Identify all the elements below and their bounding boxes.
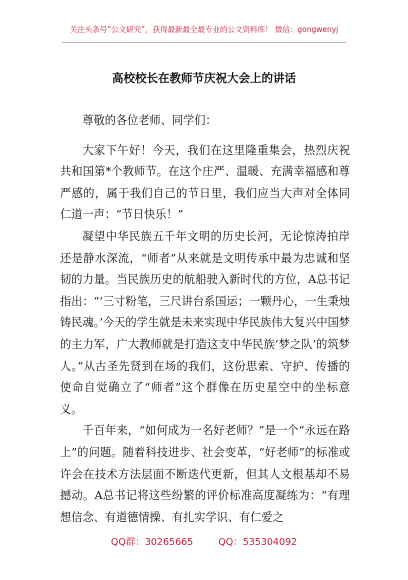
paragraph: 凝望中华民族五千年文明的历史长河，无论惊涛拍岸还是静水深流，“师者”从来就是文明传承中最为忠诚和坚韧的力量。当民族历史的航船驶入新时代的方位，A总书记指出：“‘三寸粉笔，三尺讲台系国运；一颗丹心，一生秉烛铸民魂。’今天的学生就是未来实现中华民族伟大复兴中国梦的主力军，广大教师就是打造这支中华民族‘梦之队’的筑梦人。”从古圣先贤到在场的我们，这份思索、守护、传播的使命自觉确立了“师者”这个群像在历史星空中的坐标意义。	[60, 229, 350, 416]
footer-qq-group: QQ群：30265665	[110, 537, 194, 548]
paragraph: 千百年来，“如何成为一名好老师？”是一个“永远在路上”的问题。随着科技进步、社会变革，“好老师”的标准或许会在技术方法层面不断迭代更新，但其人文根基却不易撼动。A总书记将这些纷繁的评价标准高度凝练为：“有理想信念、有道德情操、有扎实学识、有仁爱之	[60, 424, 350, 524]
footer	[0, 534, 408, 548]
footer-qq: QQ：535304092	[218, 537, 298, 548]
header-divider	[62, 42, 346, 43]
paragraph: 大家下午好！今天，我们在这里隆重集会，热烈庆祝共和国第*个教师节。在这个庄严、温暖、充满幸福感和尊严感的，属于我们自己的节日里，我们应当大声对全体同仁道一声：“节日快乐！”	[60, 143, 350, 222]
document-title: 高校校长在教师节庆祝大会上的讲话	[112, 71, 296, 85]
salutation: 尊敬的各位老师、同学们：	[82, 114, 217, 127]
header-note: 关注头条号“公文研究”，获得最新最全最专业的公文资料库！ 微信：gongwenyj	[69, 25, 339, 34]
document-body	[60, 110, 350, 528]
